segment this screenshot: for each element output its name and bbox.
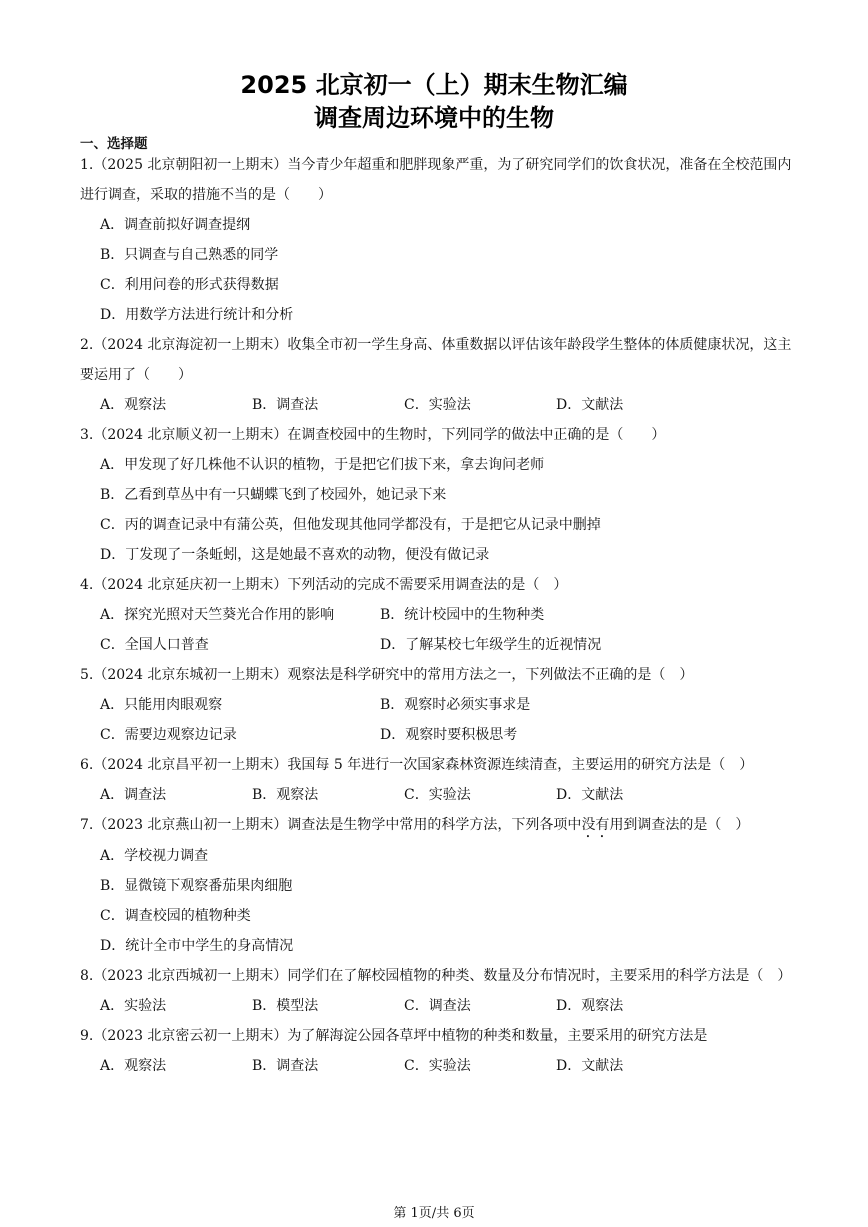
document-title: 2025 北京初一（上）期末生物汇编	[240, 71, 628, 99]
question-stem: 2.（2024 北京海淀初一上期末）收集全市初一学生身高、体重数据以评估该年龄段学生整体的体质健康状况，这主要运用了（ ）	[80, 337, 792, 383]
option-d: D．文献法	[556, 1058, 624, 1074]
option-row	[80, 510, 792, 540]
option-b: B．显微镜下观察番茄果肉细胞	[100, 878, 293, 894]
option-b: B．调查法	[252, 397, 319, 413]
option-row	[80, 240, 792, 270]
option-row	[80, 600, 792, 630]
option-c: C．全国人口普查	[100, 637, 209, 653]
option-d: D．丁发现了一条蚯蚓，这是她最不喜欢的动物，便没有做记录	[100, 547, 490, 563]
question-stem: 1.（2025 北京朝阳初一上期末）当今青少年超重和肥胖现象严重，为了研究同学们的饮食状况，准备在全校范围内进行调查，采取的措施不当的是（ ）	[80, 157, 792, 203]
question-list	[80, 150, 792, 1081]
option-b: B．调查法	[252, 1058, 319, 1074]
option-d: D．文献法	[556, 397, 624, 413]
option-row	[80, 450, 792, 480]
question-stem: 3.（2024 北京顺义初一上期末）在调查校园中的生物时，下列同学的做法中正确的是（ ）	[80, 427, 666, 443]
option-row	[80, 480, 792, 510]
option-b: B．观察时必须实事求是	[380, 697, 531, 713]
section-heading: 一、选择题	[80, 136, 148, 152]
option-a: A．观察法	[100, 397, 167, 413]
option-a: A．探究光照对天竺葵光合作用的影响	[100, 607, 335, 623]
option-c: C．利用问卷的形式获得数据	[100, 277, 279, 293]
option-c: C．需要边观察边记录	[100, 727, 237, 743]
option-a: A．调查前拟好调查提纲	[100, 217, 251, 233]
question-3	[80, 420, 792, 570]
option-b: B．模型法	[252, 998, 319, 1014]
option-row	[80, 690, 792, 720]
option-row	[80, 871, 792, 901]
option-b: B．只调查与自己熟悉的同学	[100, 247, 279, 263]
option-a: A．只能用肉眼观察	[100, 697, 223, 713]
option-row	[80, 991, 792, 1021]
option-b: B．观察法	[252, 787, 319, 803]
option-c: C．调查法	[404, 998, 471, 1014]
option-a: A．实验法	[100, 998, 167, 1014]
option-row	[80, 540, 792, 570]
option-a: A．调查法	[100, 787, 167, 803]
option-row	[80, 210, 792, 240]
question-stem: 4.（2024 北京延庆初一上期末）下列活动的完成不需要采用调查法的是（ ）	[80, 577, 568, 593]
option-d: D．观察时要积极思考	[380, 727, 518, 743]
option-a: A．甲发现了好几株他不认识的植物，于是把它们拔下来，拿去询问老师	[100, 457, 545, 473]
document-subtitle: 调查周边环境中的生物	[314, 104, 554, 132]
option-row	[80, 300, 792, 330]
option-d: D．统计全市中学生的身高情况	[100, 938, 294, 954]
option-row	[80, 901, 792, 931]
question-stem-part: 7.（2023 北京燕山初一上期末）调查法是生物学中常用的科学方法，下列各项中	[80, 817, 582, 833]
question-1	[80, 150, 792, 330]
question-7	[80, 810, 792, 961]
option-c: C．实验法	[404, 787, 471, 803]
option-row	[80, 1051, 792, 1081]
question-4	[80, 570, 792, 660]
option-c: C．实验法	[404, 1058, 471, 1074]
question-stem-part: 用到调查法的是（ ）	[609, 817, 750, 833]
page-number: 第 1页/共 6页	[393, 1206, 475, 1221]
option-row	[80, 390, 792, 420]
option-a: A．学校视力调查	[100, 848, 209, 864]
question-stem: 9.（2023 北京密云初一上期末）为了解海淀公园各草坪中植物的种类和数量，主要采用的研究方法是	[80, 1028, 708, 1044]
question-9	[80, 1021, 792, 1081]
option-row	[80, 270, 792, 300]
option-row	[80, 780, 792, 810]
question-stem: 8.（2023 北京西城初一上期末）同学们在了解校园植物的种类、数量及分布情况时，主要采用的科学方法是（ ）	[80, 968, 792, 984]
question-8	[80, 961, 792, 1021]
option-d: D．用数学方法进行统计和分析	[100, 307, 294, 323]
question-2	[80, 330, 792, 420]
question-5	[80, 660, 792, 750]
option-row	[80, 720, 792, 750]
option-c: C．实验法	[404, 397, 471, 413]
emphasized-word: 没有	[581, 817, 610, 833]
question-stem: 6.（2024 北京昌平初一上期末）我国每 5 年进行一次国家森林资源连续清查，主要运用的研究方法是（ ）	[80, 757, 754, 773]
question-stem: 5.（2024 北京东城初一上期末）观察法是科学研究中的常用方法之一，下列做法不正确的是（ ）	[80, 667, 694, 683]
option-row	[80, 841, 792, 871]
option-b: B．统计校园中的生物种类	[380, 607, 545, 623]
question-stem	[80, 810, 792, 841]
option-b: B．乙看到草丛中有一只蝴蝶飞到了校园外，她记录下来	[100, 487, 447, 503]
option-c: C．丙的调查记录中有蒲公英，但他发现其他同学都没有，于是把它从记录中删掉	[100, 517, 601, 533]
option-a: A．观察法	[100, 1058, 167, 1074]
option-d: D．文献法	[556, 787, 624, 803]
option-c: C．调查校园的植物种类	[100, 908, 251, 924]
question-6	[80, 750, 792, 810]
option-d: D．观察法	[556, 998, 624, 1014]
option-row	[80, 931, 792, 961]
option-row	[80, 630, 792, 660]
option-d: D．了解某校七年级学生的近视情况	[380, 637, 602, 653]
